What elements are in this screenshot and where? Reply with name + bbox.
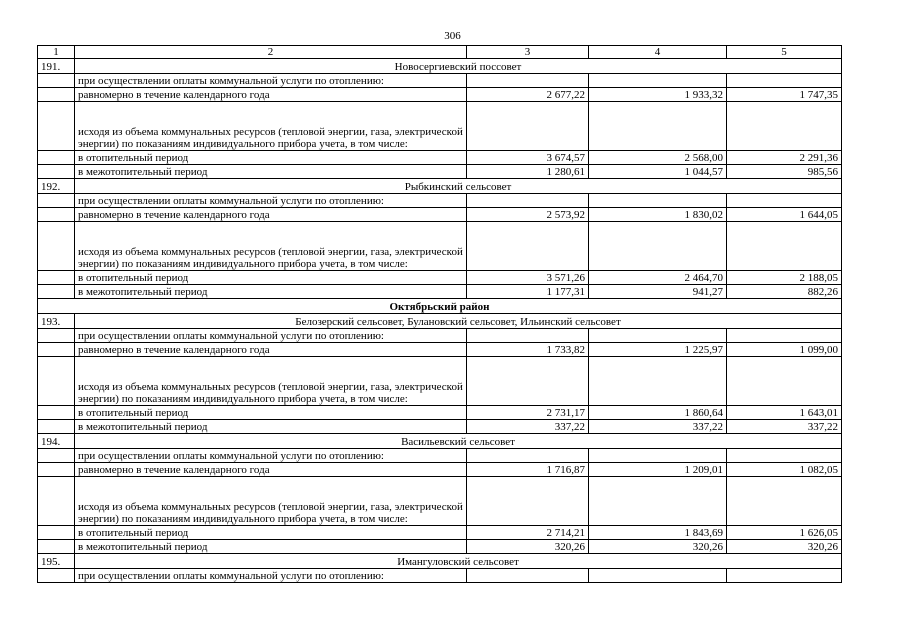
row-label: в межотопительный период <box>75 540 467 554</box>
value-col-5: 1 082,05 <box>727 463 842 477</box>
table-row <box>38 165 842 179</box>
value-col-5: 2 291,36 <box>727 151 842 165</box>
empty-index-cell <box>38 222 75 271</box>
table-row <box>38 449 842 463</box>
district-row <box>38 299 842 314</box>
row-label: исходя из объема коммунальных ресурсов (тепловой энергии, газа, электрической энергии) по показаниям индивидуального прибора учета, в том числе: <box>75 222 467 271</box>
value-col-3 <box>467 222 589 271</box>
empty-index-cell <box>38 102 75 151</box>
row-label: равномерно в течение календарного года <box>75 463 467 477</box>
value-col-5 <box>727 569 842 583</box>
value-col-4 <box>589 569 727 583</box>
row-label: исходя из объема коммунальных ресурсов (тепловой энергии, газа, электрической энергии) по показаниям индивидуального прибора учета, в том числе: <box>75 357 467 406</box>
empty-index-cell <box>38 285 75 299</box>
value-col-3 <box>467 102 589 151</box>
table-row <box>38 151 842 165</box>
section-title: Рыбкинский сельсовет <box>75 179 842 194</box>
value-col-4: 1 933,32 <box>589 88 727 102</box>
value-col-4 <box>589 477 727 526</box>
section-number: 194. <box>38 434 75 449</box>
empty-index-cell <box>38 463 75 477</box>
section-title: Имангуловский сельсовет <box>75 554 842 569</box>
row-label: в межотопительный период <box>75 285 467 299</box>
value-col-5: 337,22 <box>727 420 842 434</box>
column-header: 4 <box>589 46 727 59</box>
row-label: в отопительный период <box>75 271 467 285</box>
value-col-5: 1 099,00 <box>727 343 842 357</box>
value-col-4: 1 225,97 <box>589 343 727 357</box>
value-col-3: 2 573,92 <box>467 208 589 222</box>
table-row <box>38 102 842 151</box>
row-label: при осуществлении оплаты коммунальной услуги по отоплению: <box>75 194 467 208</box>
empty-index-cell <box>38 271 75 285</box>
empty-index-cell <box>38 449 75 463</box>
value-col-3: 2 714,21 <box>467 526 589 540</box>
column-header: 1 <box>38 46 75 59</box>
section-row <box>38 59 842 74</box>
value-col-5 <box>727 222 842 271</box>
value-col-5: 882,26 <box>727 285 842 299</box>
value-col-3 <box>467 477 589 526</box>
row-label: в отопительный период <box>75 526 467 540</box>
value-col-5 <box>727 194 842 208</box>
table-row <box>38 88 842 102</box>
empty-index-cell <box>38 406 75 420</box>
value-col-5: 1 747,35 <box>727 88 842 102</box>
table-row <box>38 343 842 357</box>
row-label: в отопительный период <box>75 151 467 165</box>
page-number: 306 <box>444 30 461 42</box>
tariff-table <box>37 45 842 583</box>
value-col-4: 337,22 <box>589 420 727 434</box>
empty-index-cell <box>38 420 75 434</box>
value-col-5 <box>727 357 842 406</box>
value-col-3: 3 571,26 <box>467 271 589 285</box>
section-number: 192. <box>38 179 75 194</box>
row-label: в межотопительный период <box>75 420 467 434</box>
column-number-row <box>38 46 842 59</box>
table-row <box>38 194 842 208</box>
value-col-5 <box>727 74 842 88</box>
value-col-3 <box>467 569 589 583</box>
value-col-3 <box>467 357 589 406</box>
empty-index-cell <box>38 208 75 222</box>
value-col-3 <box>467 74 589 88</box>
value-col-5 <box>727 477 842 526</box>
value-col-4: 1 843,69 <box>589 526 727 540</box>
row-label: при осуществлении оплаты коммунальной услуги по отоплению: <box>75 329 467 343</box>
column-header: 3 <box>467 46 589 59</box>
value-col-4 <box>589 329 727 343</box>
value-col-4: 2 464,70 <box>589 271 727 285</box>
value-col-3: 1 733,82 <box>467 343 589 357</box>
value-col-3: 2 731,17 <box>467 406 589 420</box>
table-row <box>38 477 842 526</box>
table-row <box>38 208 842 222</box>
table-row <box>38 329 842 343</box>
section-row <box>38 554 842 569</box>
tariff-table-body <box>38 46 842 583</box>
value-col-5 <box>727 449 842 463</box>
section-title: Васильевский сельсовет <box>75 434 842 449</box>
table-row <box>38 540 842 554</box>
section-row <box>38 434 842 449</box>
table-row <box>38 420 842 434</box>
value-col-5 <box>727 329 842 343</box>
row-label: равномерно в течение календарного года <box>75 343 467 357</box>
value-col-5 <box>727 102 842 151</box>
value-col-5: 1 643,01 <box>727 406 842 420</box>
row-label: при осуществлении оплаты коммунальной услуги по отоплению: <box>75 74 467 88</box>
value-col-5: 320,26 <box>727 540 842 554</box>
row-label: при осуществлении оплаты коммунальной услуги по отоплению: <box>75 449 467 463</box>
empty-index-cell <box>38 74 75 88</box>
value-col-3: 3 674,57 <box>467 151 589 165</box>
value-col-4 <box>589 222 727 271</box>
empty-index-cell <box>38 165 75 179</box>
section-number: 193. <box>38 314 75 329</box>
section-title: Новосергиевский поссовет <box>75 59 842 74</box>
empty-index-cell <box>38 343 75 357</box>
column-header: 2 <box>75 46 467 59</box>
table-row <box>38 222 842 271</box>
value-col-4 <box>589 74 727 88</box>
value-col-3 <box>467 194 589 208</box>
value-col-4 <box>589 357 727 406</box>
value-col-4 <box>589 194 727 208</box>
section-row <box>38 179 842 194</box>
value-col-4: 2 568,00 <box>589 151 727 165</box>
row-label: в межотопительный период <box>75 165 467 179</box>
value-col-3: 337,22 <box>467 420 589 434</box>
row-label: исходя из объема коммунальных ресурсов (тепловой энергии, газа, электрической энергии) по показаниям индивидуального прибора учета, в том числе: <box>75 102 467 151</box>
value-col-5: 985,56 <box>727 165 842 179</box>
section-title: Белозерский сельсовет, Булановский сельсовет, Ильинский сельсовет <box>75 314 842 329</box>
value-col-3 <box>467 449 589 463</box>
row-label: равномерно в течение календарного года <box>75 88 467 102</box>
table-row <box>38 526 842 540</box>
empty-index-cell <box>38 526 75 540</box>
value-col-5: 1 644,05 <box>727 208 842 222</box>
empty-index-cell <box>38 357 75 406</box>
value-col-3: 1 716,87 <box>467 463 589 477</box>
empty-index-cell <box>38 329 75 343</box>
empty-index-cell <box>38 477 75 526</box>
section-row <box>38 314 842 329</box>
row-label: исходя из объема коммунальных ресурсов (тепловой энергии, газа, электрической энергии) по показаниям индивидуального прибора учета, в том числе: <box>75 477 467 526</box>
value-col-4: 1 830,02 <box>589 208 727 222</box>
value-col-5: 2 188,05 <box>727 271 842 285</box>
row-label: равномерно в течение календарного года <box>75 208 467 222</box>
row-label: в отопительный период <box>75 406 467 420</box>
row-label: при осуществлении оплаты коммунальной услуги по отоплению: <box>75 569 467 583</box>
table-row <box>38 406 842 420</box>
value-col-4: 1 860,64 <box>589 406 727 420</box>
value-col-5: 1 626,05 <box>727 526 842 540</box>
empty-index-cell <box>38 151 75 165</box>
empty-index-cell <box>38 540 75 554</box>
empty-index-cell <box>38 194 75 208</box>
value-col-3: 1 177,31 <box>467 285 589 299</box>
value-col-4: 1 209,01 <box>589 463 727 477</box>
value-col-3: 320,26 <box>467 540 589 554</box>
value-col-4 <box>589 449 727 463</box>
empty-index-cell <box>38 88 75 102</box>
table-row <box>38 463 842 477</box>
district-title: Октябрьский район <box>38 299 842 314</box>
section-number: 191. <box>38 59 75 74</box>
section-number: 195. <box>38 554 75 569</box>
column-header: 5 <box>727 46 842 59</box>
table-row <box>38 569 842 583</box>
value-col-4 <box>589 102 727 151</box>
value-col-4: 1 044,57 <box>589 165 727 179</box>
value-col-3: 2 677,22 <box>467 88 589 102</box>
table-row <box>38 285 842 299</box>
table-row <box>38 357 842 406</box>
table-row <box>38 74 842 88</box>
value-col-4: 320,26 <box>589 540 727 554</box>
value-col-3: 1 280,61 <box>467 165 589 179</box>
value-col-4: 941,27 <box>589 285 727 299</box>
empty-index-cell <box>38 569 75 583</box>
table-row <box>38 271 842 285</box>
value-col-3 <box>467 329 589 343</box>
